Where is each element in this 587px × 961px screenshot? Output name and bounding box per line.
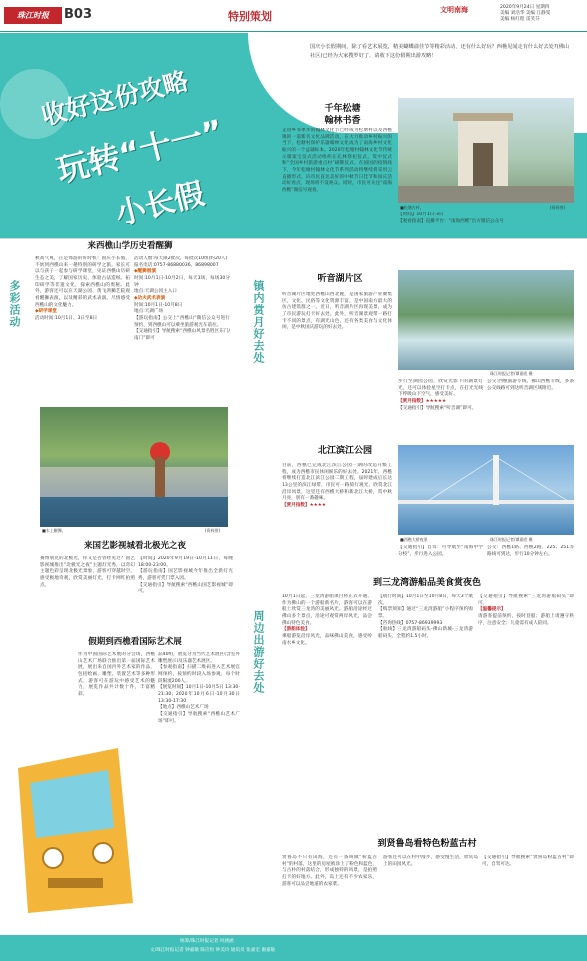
article3-text2: 步行至湖园公园，欣赏光影下的湖景灯光，还可以体验星空打卡点，在打光光线下呼吸山下空气，感受美好。 — [398, 379, 483, 398]
martial-place: 地点:天湖广场 — [134, 309, 164, 315]
article5-guide: 【游玩指南】国艺影视城今年推出全新灯光秀，游客可凭门票入园。 — [138, 569, 233, 581]
article7-process: 乘船游览沿岸风光，品味佛山美食，感受岭南水乡文化。 — [282, 633, 372, 646]
article2-body — [35, 256, 130, 371]
article7-time: 【航行时间】10月1日至10月8日，每天3个航次。 — [378, 594, 473, 606]
article2-details — [134, 256, 230, 406]
article6-title: 假期到西樵看国际艺术展 — [88, 637, 182, 647]
page-number: B03 — [64, 7, 92, 22]
footer-band — [0, 935, 587, 961]
article4-bus: 公交：西樵1路、西樵2路、225、251等路线可到达，步行10分钟左右。 — [487, 545, 574, 557]
article5-time: 【时间】2020年9月19日-10月11日，每晚18:00-23:00。 — [138, 556, 233, 568]
article7-notes-label: 【温馨提示】 — [478, 607, 506, 613]
activity-time: 活动时间:10月1日、3日至8日 — [35, 315, 98, 321]
article4-caption2: 珠江时报记者/谭嘉欣 摄 — [490, 537, 533, 542]
side-label-moon: 镇内赏月好去处 — [251, 280, 265, 364]
article6-content: 品40组，展览分为当代艺术展区(含室外雕塑展示)及乐器艺术展区。 — [158, 652, 240, 664]
side-label-activities: 多彩活动 — [7, 280, 21, 328]
booking-phone: 报名电话:0757-86880036、86898007 — [134, 262, 219, 268]
article4-traffic: 【交通指引】自驾：可导航至“南海中学分校”，步行进入公园。 — [398, 545, 483, 557]
newspaper-logo: 珠江时报 — [4, 7, 62, 24]
article6-details — [158, 652, 240, 817]
lion-dance-illustration — [40, 407, 228, 527]
section-title: 特别策划 — [228, 10, 272, 23]
martial-label: ◆功夫武术表演 — [134, 295, 166, 301]
article1-credit: (资料图) — [550, 205, 566, 210]
article8-traffic: 【交通指引】导航搜索“贤鲁岛粉蓝古村”即可，自驾可达。 — [482, 855, 574, 867]
article4-photo — [398, 445, 574, 535]
issue-info — [500, 5, 584, 24]
article3-traffic: 【交通指引】导航搜索“听音湖”即可。 — [398, 405, 477, 411]
bus-illustration — [8, 728, 138, 918]
martial-time: 时间:10月1日-10月8日 — [134, 302, 183, 308]
article1-time: 【时间】10月1日-3日 — [398, 212, 444, 217]
article2-traffic: 【交通指引】导航搜索“西樵山风景名胜区东门/南门”即可 — [134, 329, 230, 341]
article6-guide: 【参观指南】扫描二维码进入艺术展官网预约，按预约时段入场参观，每个时段限流200人。 — [158, 665, 240, 684]
article7-route: 【航线】三龙湾游船码头-佛山新城-三龙湾游船码头，全程约1.5小时。 — [378, 627, 473, 639]
article3-bus: 公交:西樵旅游专线、佛山西樵专线，多条公交线路可到达听音湖区域附近。 — [487, 379, 574, 391]
article1-title: 千年松塘 翰林书香 — [324, 104, 361, 126]
research-label: ◆研学课堂 — [35, 309, 57, 315]
article8-body2: 游客还可以在村中漫步，感受慢生活，欣赏岛上的田园风光。 — [383, 855, 478, 867]
article7-process-label: 【游船体验】 — [282, 627, 310, 633]
article3-body2 — [398, 379, 483, 434]
article2-caption: ■水上醒狮。 — [42, 528, 66, 533]
article2-credit: (资料图) — [205, 528, 221, 533]
article4-caption1: ■西樵大桥夜景 — [400, 537, 428, 542]
article7-body — [282, 594, 372, 829]
article5-details — [138, 556, 233, 626]
article3-recommend: 【赏月指数】★★★★★ — [398, 398, 447, 404]
article7-title: 到三龙湾游船品美食赏夜色 — [372, 578, 481, 588]
article2-guide: 【游玩指南】公交上“西樵山”微信公众号进行预约，到西樵山可以乘坐旅游观光车前往。 — [134, 315, 230, 328]
lion-time: 时间:10月1日-10月2日，每天3场，每场30分钟 — [134, 275, 230, 288]
article8-title: 到贤鲁岛看特色粉蓝古村 — [377, 839, 477, 849]
article7-ticket: 【购票须知】通过“三龙湾游船”小程序预约购票。 — [378, 607, 473, 619]
footer-credit1: 统筹/珠江时报记者 何涵涵 — [180, 939, 234, 944]
article1-body: 走进乡书单步的翰林文化节已经成为松塘村以及西樵镇的一道新名文化品牌活动，在大力推动乡村振兴的当下，松塘村保护乐器翰林文化成为了南海乡村文化振兴的一个益辅标本。2020年松塘村翰林文化节传统示模案宝仪式活动组织在孔林祭祀仪式，赏中仪式和“全国乡村旅游重点村”刷牌仪式。在国国的疫情线下，今年松塘村翰林文化节系列活动将继续将采用云直播形式，向市民直达美好的中秋节日佳节和国庆活动好看点，现场将不设观众。同时，市民可关注“南海西樵”微信号观看。 — [282, 128, 392, 193]
hero-intro: 国庆小长假期间，除了看艺术展览，精美蝴蝶溢佳节等精彩活动，还有什么好玩？西樵见闻走有什么好去处?(佛山社区)已经为大家搜罗好了，请收下这份假期出游攻略！ — [310, 44, 569, 60]
article4-text: 目前，西樵已完成北江滨江公园一期的改造升级工程，成为西樵市民休闲娱乐的好去处。2021年，西樵将继续打造北江滨江公园二期工程，届时建成后长达13公里的滨江绿带，市民可一路骑行观光，欣赏北江沿岸风景，这里还有西樵大桥和新北江大桥，赏中秋月亮，别有一番趣味。 — [282, 463, 392, 502]
article6-hours: 【展览时间】10月1日-10月5日 13:30-21:30；2020年10月6日-10月30日 13:30-17:30 — [158, 685, 240, 704]
bridge-illustration — [398, 445, 574, 535]
article2-photo — [40, 407, 228, 527]
participants: 活动人数:每天限2批次，每批次10组(约20人) — [134, 256, 228, 261]
article6-place: 【地点】西樵山艺术广场 — [158, 705, 209, 711]
article5-title: 来国艺影视城看北极光之夜 — [83, 541, 186, 551]
gate-illustration — [398, 98, 574, 203]
article7-traffic: 【交通指引】导航搜索“三龙湾游船码头”即可。 — [478, 594, 574, 606]
article3-title: 听音湖片区 — [317, 274, 363, 284]
issue-editors: 美编 刘浩华 美编 江静雯 — [500, 11, 551, 17]
hero-title-line2: 玩转“十一” — [52, 111, 228, 191]
article4-title: 北江滨江公园 — [317, 446, 372, 456]
article6-body: 作为中国国际艺术展的分会场，西樵山艺术广场联合推出第一届国际艺术展，展出来自国内外艺术家的作品，包括绘画、雕塑、装置艺术等多种形式，游客可在游玩中感受艺术的魅力，展览作品共计数十件，丰富精彩。 — [78, 652, 155, 697]
article7-text: 10月1日起，三龙湾游船项目将正式开通，作为佛山的一个游船新名片，游客可以在游船上欣赏三龙湾的美丽风光。游船沿途经过佛山多个景点，沿途可观赏两岸风光，品尝佛山特色美食。 — [282, 594, 372, 626]
issue-date: 2020年9月24日 星期四 — [500, 5, 550, 10]
article6-traffic: 【交通指引】导航搜索“西樵山艺术广场”即可。 — [158, 711, 240, 724]
article7-details — [378, 594, 473, 829]
article3-caption: 珠江时报记者/谭嘉欣 摄 — [490, 371, 533, 376]
article1-photo — [398, 98, 574, 203]
divider — [0, 238, 587, 239]
article1-caption: ■松塘古村。 — [400, 205, 424, 210]
article3-photo — [398, 270, 574, 370]
hero-title-line1: 收好这份攻略 — [38, 66, 192, 131]
lion-place: 地点:天湖公园主入口 — [134, 289, 177, 295]
article7-details2 — [478, 594, 574, 829]
issue-checker: 美编 杨红程 雷笑芬 — [500, 17, 540, 23]
hero-title-line3: 小长假 — [112, 176, 208, 233]
article2-text: 秋高气爽，正是郊游的好时机！国庆小长假，不妨到西樵山来一趟特别的研学之旅。家长可以与孩子一起参与研学课堂，见证西樵山历研生态之美，了解国家历史、体验古法造纸、拓印研学等非遗文化，探索西樵山的奥秘。此外，游客还可以在天湖公园、黄飞鸿狮艺院观看醒狮表演，以及精彩的武术表演，尽情感受西樵山的文化魅力。 — [35, 256, 130, 308]
footer-credit2: 文/珠江时报记者 钟嘉敏 陈应恒 钟美玲 通讯员 张嘉宏 谢嘉敏 — [150, 948, 276, 953]
lion-label: ◆醒狮展演 — [134, 269, 156, 275]
article3-body: 听音湖片区地处西樵山西北麓，是国家旅游产业聚集区，文化、民俗等文化资源丰富，是中国南方最大的仿古建筑群之一。近日，听音湖片区再现美景，成为了市民游玩打卡好去处。此外，听音湖景观带一路打卡不同的景点，有湖光山色，还有各类美食与文化休闲，是中秋国庆游玩的好去处。 — [282, 292, 392, 331]
side-label-trips: 周边出游好去处 — [251, 610, 265, 694]
article2-title: 来西樵山学历史看醒狮 — [87, 241, 173, 251]
article5-traffic: 【交通指引】导航搜索“西樵山国艺影视城”即可。 — [138, 582, 233, 595]
article4-recommend: 【赏月指数】★★★★ — [282, 502, 327, 508]
article7-phone: 【咨询热线】0757-86939993 — [378, 620, 443, 626]
article8-body: 贤鲁岛不只有田海，还有一条叫做“粉蓝古村”的村落，这里的房屋被涂上了粉色和蓝色，与古朴的村落结合，形成独特的风景，是拍照打卡的好地方。此外，岛上还有不少农家乐，游客可以品尝地道的农家菜。 — [282, 855, 377, 887]
article1-watch: 【观看指南】直播平台：“南海西樵”官方微信公众号 — [398, 218, 504, 224]
article4-body — [282, 463, 392, 553]
brand-logo: 文明南海 — [440, 6, 468, 14]
article7-notes: 请游客提前预约，按时登船；游船上请遵守秩序，注意安全；儿童需有成人陪同。 — [478, 613, 574, 626]
article5-body: 赛博朋克的北极光，你又是否曾经见过？国艺影视城推出“北极光之夜”主题灯光秀，以奇幻主题色彩呈现北极光景象，游客可穿越时空，感受极地奇观，欣赏美丽灯光，打卡网红拍照点。 — [40, 556, 135, 588]
